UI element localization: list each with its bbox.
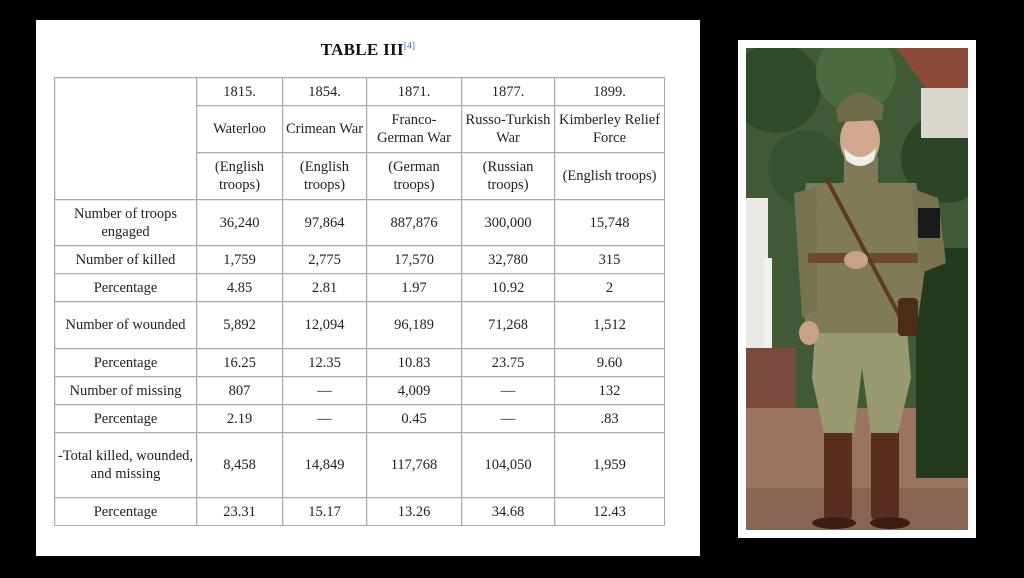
- table-cell: 4,009: [367, 377, 462, 405]
- troops-header: (German troops): [367, 153, 462, 200]
- row-label: Percentage: [55, 498, 197, 526]
- table-cell: 887,876: [367, 200, 462, 246]
- table-cell: 36,240: [197, 200, 283, 246]
- table-cell: 34.68: [462, 498, 555, 526]
- table-row: [55, 200, 665, 246]
- row-label: Percentage: [55, 349, 197, 377]
- year-header: 1815.: [197, 78, 283, 106]
- table-cell: 132: [555, 377, 665, 405]
- table-cell: 807: [197, 377, 283, 405]
- table-row: [55, 246, 665, 274]
- troops-header: (Russian troops): [462, 153, 555, 200]
- table-cell: 16.25: [197, 349, 283, 377]
- table-cell: —: [462, 405, 555, 433]
- table-cell: 12.43: [555, 498, 665, 526]
- table-row: [55, 433, 665, 498]
- table-cell: 1,759: [197, 246, 283, 274]
- troops-header: (English troops): [555, 153, 665, 200]
- table-cell: 2,775: [283, 246, 367, 274]
- table-cell: 10.92: [462, 274, 555, 302]
- troops-header: (English troops): [197, 153, 283, 200]
- troops-header: (English troops): [283, 153, 367, 200]
- footnote-link[interactable]: [4]: [403, 40, 416, 51]
- table-cell: 0.45: [367, 405, 462, 433]
- row-label: Number of troops engaged: [55, 200, 197, 246]
- table-cell: 12.35: [283, 349, 367, 377]
- table-cell: 15.17: [283, 498, 367, 526]
- year-header: 1899.: [555, 78, 665, 106]
- photo-frame: [738, 40, 976, 538]
- table-cell: 17,570: [367, 246, 462, 274]
- row-label: Number of killed: [55, 246, 197, 274]
- table-row: [55, 274, 665, 302]
- table-cell: 2.81: [283, 274, 367, 302]
- table-cell: 23.75: [462, 349, 555, 377]
- table-cell: 104,050: [462, 433, 555, 498]
- table-cell: 117,768: [367, 433, 462, 498]
- table-cell: 300,000: [462, 200, 555, 246]
- table-cell: 5,892: [197, 302, 283, 349]
- row-label: Percentage: [55, 274, 197, 302]
- table-cell: 1.97: [367, 274, 462, 302]
- soldier-portrait-photo: [746, 48, 968, 530]
- row-label: -Total killed, wounded, and missing: [55, 433, 197, 498]
- war-header: Crimean War: [283, 106, 367, 153]
- table-cell: 96,189: [367, 302, 462, 349]
- table-cell: 10.83: [367, 349, 462, 377]
- table-cell: 2.19: [197, 405, 283, 433]
- table-cell: 315: [555, 246, 665, 274]
- row-label: Number of missing: [55, 377, 197, 405]
- table-row: [55, 498, 665, 526]
- table-cell: 12,094: [283, 302, 367, 349]
- table-cell: 15,748: [555, 200, 665, 246]
- table-cell: 4.85: [197, 274, 283, 302]
- war-header: Franco-German War: [367, 106, 462, 153]
- year-header: 1877.: [462, 78, 555, 106]
- table-cell: 14,849: [283, 433, 367, 498]
- war-header: Russo-Turkish War: [462, 106, 555, 153]
- row-label: Number of wounded: [55, 302, 197, 349]
- table-row: [55, 405, 665, 433]
- table-cell: 32,780: [462, 246, 555, 274]
- table-cell: 23.31: [197, 498, 283, 526]
- table-row: [55, 349, 665, 377]
- table-cell: 2: [555, 274, 665, 302]
- table-cell: 1,959: [555, 433, 665, 498]
- table-cell: —: [462, 377, 555, 405]
- war-header: Waterloo: [197, 106, 283, 153]
- table-cell: 9.60: [555, 349, 665, 377]
- table-title-text: TABLE III: [320, 40, 404, 59]
- table-cell: .83: [555, 405, 665, 433]
- row-label: Percentage: [55, 405, 197, 433]
- table-cell: 1,512: [555, 302, 665, 349]
- document-panel: [36, 20, 700, 556]
- table-row: [55, 302, 665, 349]
- table-row: [55, 377, 665, 405]
- table-cell: 71,268: [462, 302, 555, 349]
- corner-cell: [55, 78, 197, 200]
- table-cell: 8,458: [197, 433, 283, 498]
- table-cell: —: [283, 405, 367, 433]
- year-header: 1871.: [367, 78, 462, 106]
- table-cell: 13.26: [367, 498, 462, 526]
- casualty-table: [54, 77, 665, 526]
- table-cell: —: [283, 377, 367, 405]
- war-header: Kimberley Relief Force: [555, 106, 665, 153]
- table-cell: 97,864: [283, 200, 367, 246]
- table-title: [36, 40, 700, 60]
- year-header: 1854.: [283, 78, 367, 106]
